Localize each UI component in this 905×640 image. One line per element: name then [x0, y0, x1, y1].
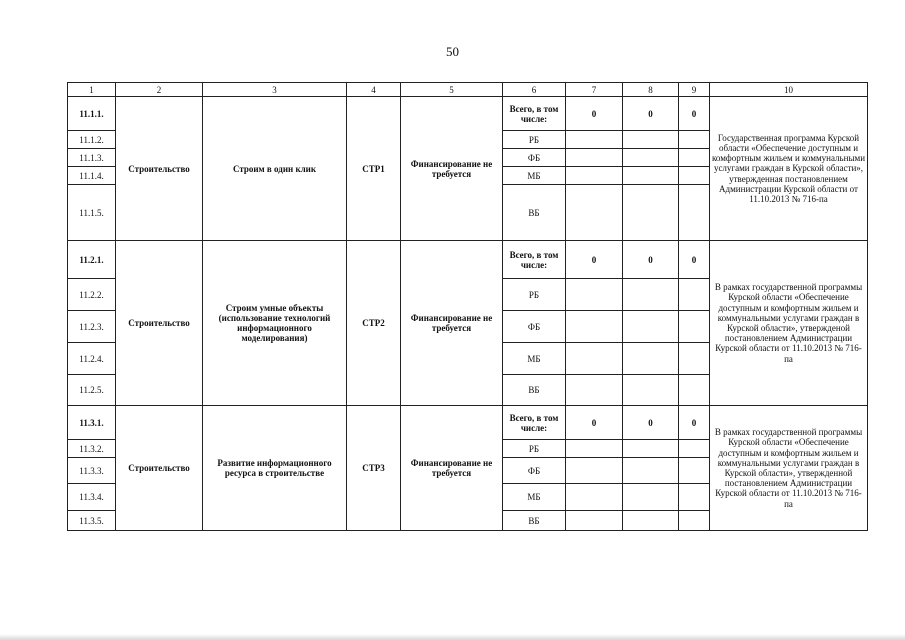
- row-code: 11.2.4.: [68, 343, 116, 375]
- description-cell: В рамках государственной программы Курской области «Обеспечение доступным и комфортным жильем и коммунальными услугами граждан в Курской области», утвержденой постановлением Администрации Курской области от 11.10.2013 № 716-па: [710, 241, 868, 406]
- empty-cell: [623, 311, 679, 343]
- sector-cell: Строительство: [116, 241, 203, 406]
- code-cell: СТР1: [347, 97, 401, 241]
- row-code: 11.2.1.: [68, 241, 116, 279]
- table-row: [68, 406, 868, 440]
- row-code: 11.3.4.: [68, 484, 116, 511]
- total-value-8: 0: [623, 241, 679, 279]
- financing-cell: Финансирование не требуется: [401, 406, 503, 531]
- program-table: [67, 82, 868, 531]
- code-cell: СТР3: [347, 406, 401, 531]
- row-code: 11.1.3.: [68, 149, 116, 167]
- sector-cell: Строительство: [116, 406, 203, 531]
- empty-cell: [566, 311, 623, 343]
- table-row: [68, 241, 868, 279]
- row-code: 11.3.2.: [68, 440, 116, 458]
- empty-cell: [566, 185, 623, 241]
- page-number: 50: [446, 44, 459, 59]
- financing-cell: Финансирование не требуется: [401, 241, 503, 406]
- empty-cell: [679, 185, 710, 241]
- total-value-8: 0: [623, 406, 679, 440]
- total-label: Всего, в том числе:: [503, 406, 566, 440]
- empty-cell: [623, 458, 679, 484]
- header-cell-9: 9: [679, 83, 710, 97]
- header-row: [68, 83, 868, 97]
- header-cell-1: 1: [68, 83, 116, 97]
- code-cell: СТР2: [347, 241, 401, 406]
- source-cell: МБ: [503, 343, 566, 375]
- total-value-7: 0: [566, 241, 623, 279]
- financing-cell: Финансирование не требуется: [401, 97, 503, 241]
- empty-cell: [566, 279, 623, 311]
- header-cell-3: 3: [203, 83, 347, 97]
- name-cell: Развитие информационного ресурса в строительстве: [203, 406, 347, 531]
- empty-cell: [679, 440, 710, 458]
- empty-cell: [679, 131, 710, 149]
- empty-cell: [566, 131, 623, 149]
- sector-cell: Строительство: [116, 97, 203, 241]
- empty-cell: [623, 440, 679, 458]
- empty-cell: [623, 484, 679, 511]
- source-cell: РБ: [503, 131, 566, 149]
- empty-cell: [623, 185, 679, 241]
- empty-cell: [623, 279, 679, 311]
- source-cell: МБ: [503, 484, 566, 511]
- empty-cell: [679, 375, 710, 406]
- source-cell: ВБ: [503, 185, 566, 241]
- table-container: [67, 82, 867, 531]
- source-cell: ФБ: [503, 311, 566, 343]
- row-code: 11.3.3.: [68, 458, 116, 484]
- empty-cell: [623, 131, 679, 149]
- empty-cell: [679, 279, 710, 311]
- name-cell: Строим умные объекты (использование технологий информационного моделирования): [203, 241, 347, 406]
- header-cell-2: 2: [116, 83, 203, 97]
- row-code: 11.1.4.: [68, 167, 116, 185]
- row-code: 11.1.2.: [68, 131, 116, 149]
- source-cell: МБ: [503, 167, 566, 185]
- total-label: Всего, в том числе:: [503, 241, 566, 279]
- total-value-8: 0: [623, 97, 679, 131]
- empty-cell: [679, 311, 710, 343]
- empty-cell: [623, 343, 679, 375]
- source-cell: ФБ: [503, 458, 566, 484]
- row-code: 11.1.1.: [68, 97, 116, 131]
- empty-cell: [623, 511, 679, 531]
- header-cell-8: 8: [623, 83, 679, 97]
- scan-edge-shadow: [0, 634, 905, 640]
- total-value-9: 0: [679, 97, 710, 131]
- source-cell: ФБ: [503, 149, 566, 167]
- total-label: Всего, в том числе:: [503, 97, 566, 131]
- total-value-9: 0: [679, 241, 710, 279]
- row-code: 11.3.1.: [68, 406, 116, 440]
- empty-cell: [566, 511, 623, 531]
- source-cell: РБ: [503, 279, 566, 311]
- empty-cell: [566, 343, 623, 375]
- empty-cell: [566, 484, 623, 511]
- header-cell-7: 7: [566, 83, 623, 97]
- empty-cell: [679, 149, 710, 167]
- header-cell-5: 5: [401, 83, 503, 97]
- table-row: [68, 97, 868, 131]
- source-cell: РБ: [503, 440, 566, 458]
- header-cell-4: 4: [347, 83, 401, 97]
- total-value-7: 0: [566, 97, 623, 131]
- header-cell-10: 10: [710, 83, 868, 97]
- row-code: 11.1.5.: [68, 185, 116, 241]
- name-cell: Строим в один клик: [203, 97, 347, 241]
- empty-cell: [679, 458, 710, 484]
- empty-cell: [679, 167, 710, 185]
- empty-cell: [623, 167, 679, 185]
- total-value-9: 0: [679, 406, 710, 440]
- empty-cell: [566, 440, 623, 458]
- empty-cell: [679, 484, 710, 511]
- source-cell: ВБ: [503, 375, 566, 406]
- empty-cell: [679, 343, 710, 375]
- description-cell: В рамках государственной программы Курской области «Обеспечение доступным и комфортным жильем и коммунальными услугами граждан в Курской области», утвержденной постановлением Администрации Курской области от 11.10.2013 № 716-па: [710, 406, 868, 531]
- empty-cell: [623, 375, 679, 406]
- empty-cell: [566, 458, 623, 484]
- source-cell: ВБ: [503, 511, 566, 531]
- empty-cell: [679, 511, 710, 531]
- total-value-7: 0: [566, 406, 623, 440]
- empty-cell: [566, 167, 623, 185]
- row-code: 11.3.5.: [68, 511, 116, 531]
- description-cell: Государственная программа Курской области «Обеспечение доступным и комфортным жильем и коммунальными услугами граждан в Курской области», утвержденная постановлением Администрации Курской области от 11.10.2013 № 716-па: [710, 97, 868, 241]
- row-code: 11.2.3.: [68, 311, 116, 343]
- empty-cell: [566, 149, 623, 167]
- empty-cell: [623, 149, 679, 167]
- row-code: 11.2.5.: [68, 375, 116, 406]
- row-code: 11.2.2.: [68, 279, 116, 311]
- header-cell-6: 6: [503, 83, 566, 97]
- empty-cell: [566, 375, 623, 406]
